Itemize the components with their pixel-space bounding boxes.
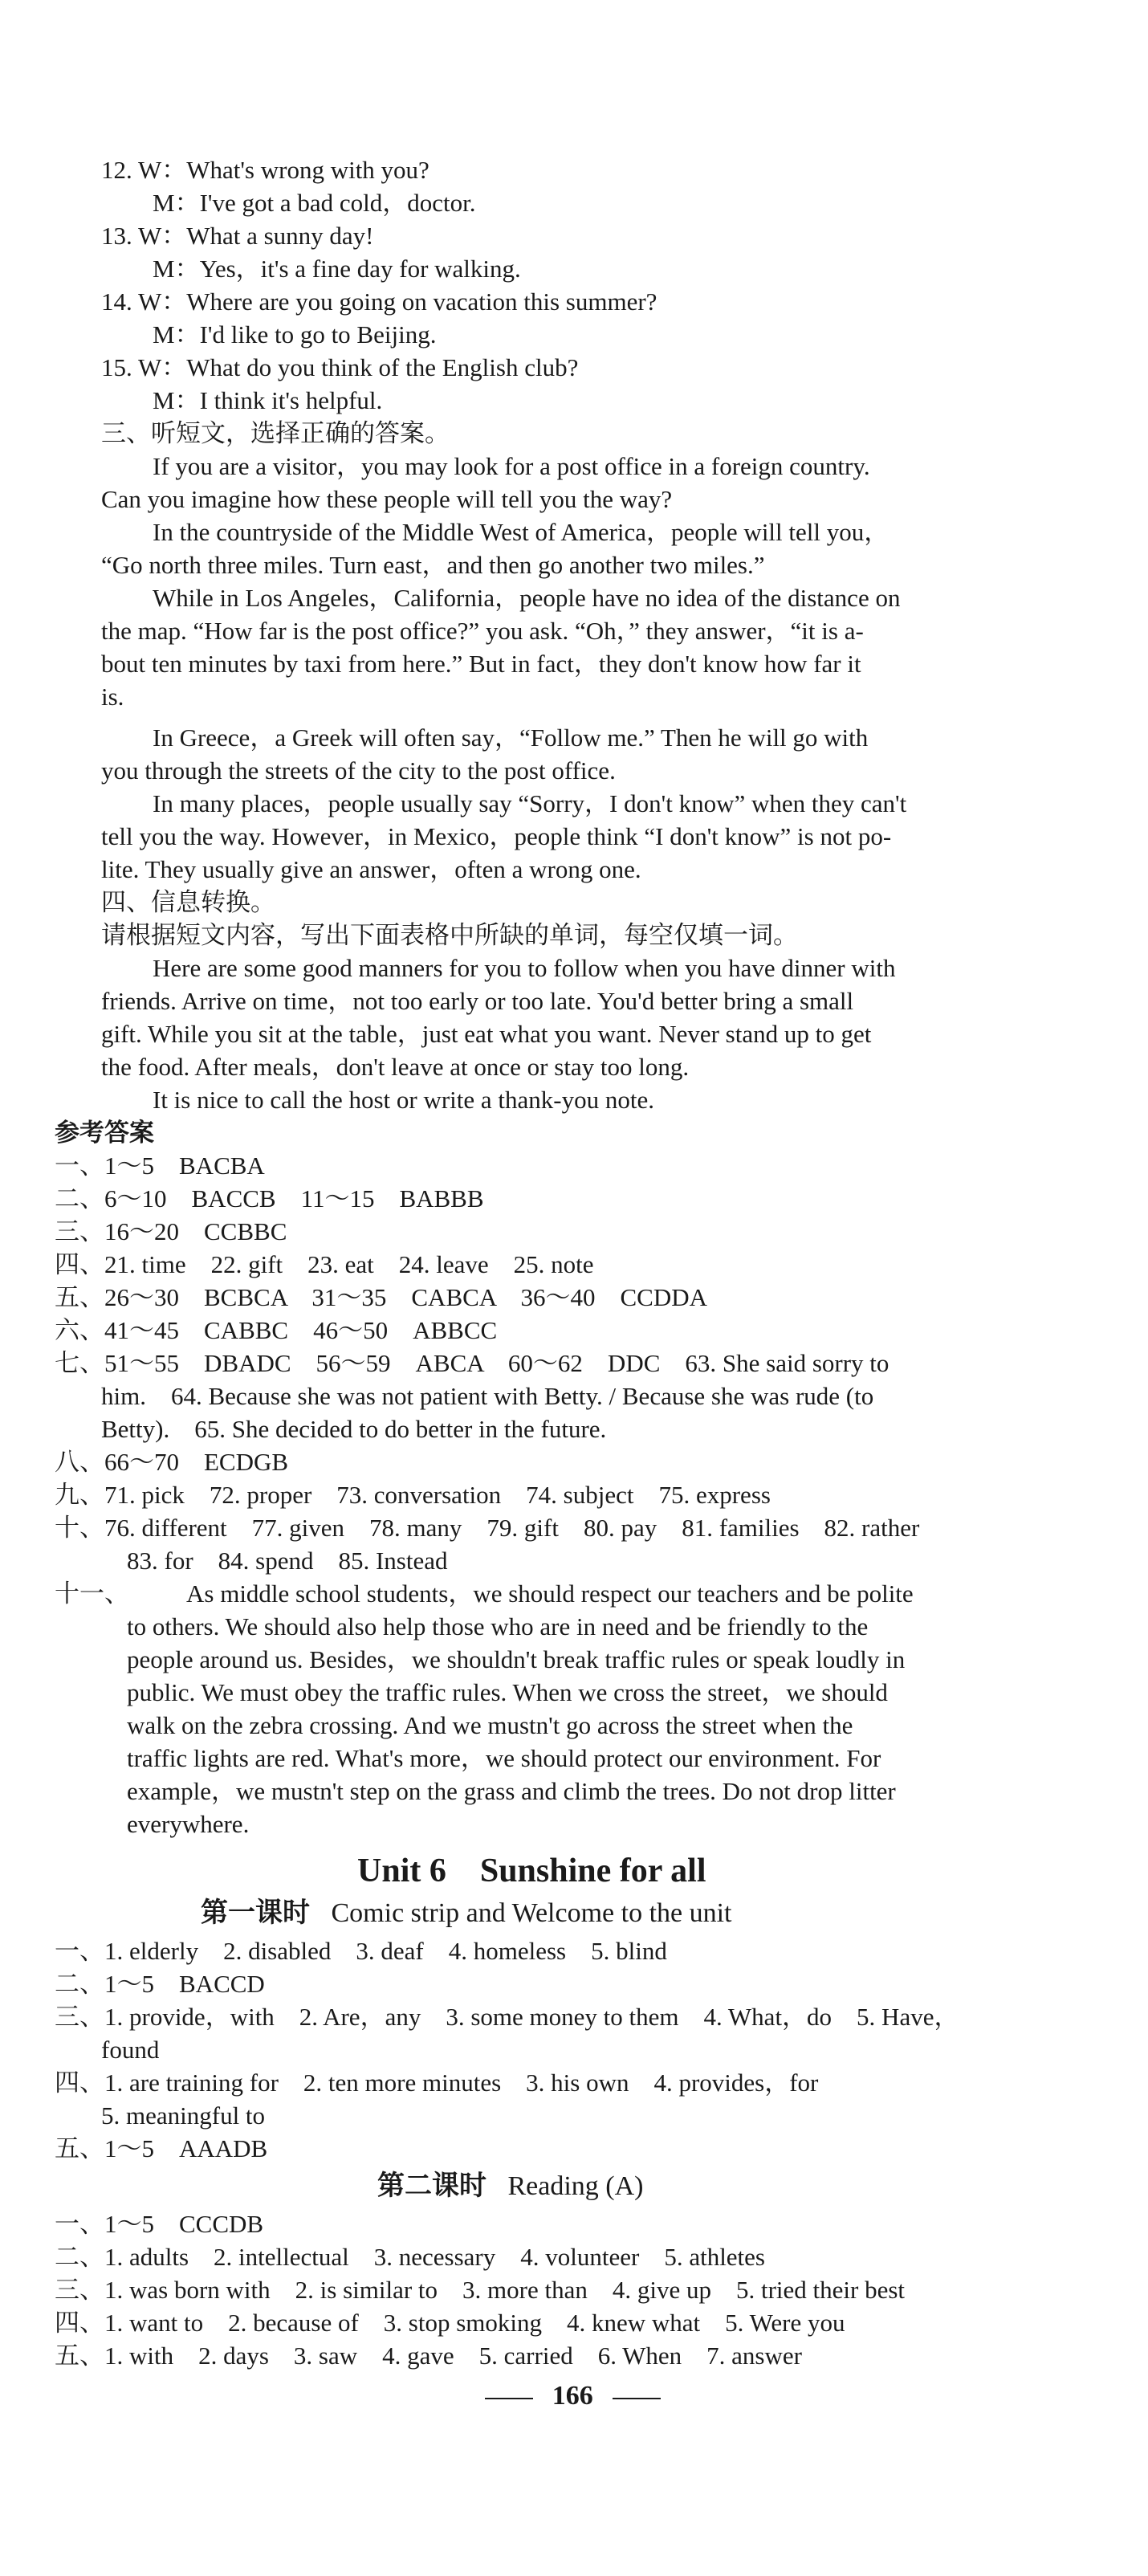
lesson1-line: 四、1. are training for 2. ten more minutes 3. his own 4. provides，for [55,2069,819,2097]
answer-line: 三、16～20 CCBBC [55,1217,287,1245]
dialogue-14-m: M：I'd like to go to Beijing. [153,320,437,348]
lesson2-title [377,2168,644,2204]
lesson1-line: 二、1～5 BACCD [55,1970,265,1998]
section4-instruction: 请根据短文内容，写出下面表格中所缺的单词，每空仅填一词。 [101,921,798,950]
lesson1-line: found [101,2036,160,2064]
lesson1-line: 一、1. elderly 2. disabled 3. deaf 4. homeless 5. blind [55,1937,667,1965]
essay-line: to others. We should also help those who are in need and be friendly to the [127,1612,869,1641]
section3-line: the map. “How far is the post office?” you ask. “Oh，” they answer，“it is a- [101,617,864,645]
unit-title: Unit 6 Sunshine for all [357,1853,706,1889]
lesson2-line: 四、1. want to 2. because of 3. stop smoking 4. knew what 5. Were you [55,2309,845,2337]
essay-line: walk on the zebra crossing. And we mustn't go across the street when the [127,1711,853,1739]
section3-line: If you are a visitor，you may look for a post office in a foreign country. [153,452,870,480]
section4-line: Here are some good manners for you to follow when you have dinner with [153,954,896,982]
lesson1-line: 三、1. provide，with 2. Are，any 3. some money to them 4. What，do 5. Have， [55,2003,959,2031]
section3-line: lite. They usually give an answer，often a wrong one. [101,855,641,883]
dialogue-15-w: 15. W：What do you think of the English club? [101,353,579,381]
lesson2-line: 三、1. was born with 2. is similar to 3. more than 4. give up 5. tried their best [55,2276,906,2304]
lesson2-title-cn: 第二课时 [377,2170,486,2202]
lesson2-line: 五、1. with 2. days 3. saw 4. gave 5. carried 6. When 7. answer [55,2342,802,2370]
page-number: 166 [552,2381,593,2411]
lesson2-line: 二、1. adults 2. intellectual 3. necessary 4. volunteer 5. athletes [55,2243,765,2271]
page-number-dash-left [485,2398,533,2399]
answer-line: 一、1～5 BACBA [55,1151,265,1180]
section3-line: While in Los Angeles，California，people have no idea of the distance on [153,584,901,612]
section3-line: “Go north three miles. Turn east，and then go another two miles.” [101,551,765,579]
essay-line: people around us. Besides，we shouldn't break traffic rules or speak loudly in [127,1645,906,1673]
section3-line: In the countryside of the Middle West of America，people will tell you， [153,518,889,546]
answer-line: 二、6～10 BACCB 11～15 BABBB [55,1184,484,1213]
essay-line: everywhere. [127,1810,250,1838]
essay-line: public. We must obey the traffic rules. When we cross the street，we should [127,1678,888,1706]
lesson1-title-en: Comic strip and Welcome to the unit [331,1898,732,1928]
answer-line: him. 64. Because she was not patient with Betty. / Because she was rude (to [101,1382,874,1410]
dialogue-13-w: 13. W：What a sunny day! [101,222,374,250]
section3-line: Can you imagine how these people will tell you the way? [101,485,673,513]
lesson1-line: 五、1～5 AAADB [55,2134,268,2162]
section4-line: friends. Arrive on time，not too early or too late. You'd better bring a small [101,987,854,1015]
essay-line: As middle school students，we should respect our teachers and be polite [186,1579,914,1608]
dialogue-12-w: 12. W：What's wrong with you? [101,156,429,184]
answer-line: Betty). 65. She decided to do better in the future. [101,1415,607,1443]
answer-line: 九、71. pick 72. proper 73. conversation 74. subject 75. express [55,1481,771,1509]
section3-line: In Greece，a Greek will often say，“Follow me.” Then he will go with [153,723,869,752]
section4-heading: 四、信息转换。 [101,888,275,917]
section3-line: tell you the way. However，in Mexico，people think “I don't know” is not po- [101,822,892,850]
dialogue-12-m: M：I've got a bad cold，doctor. [153,189,476,217]
section3-line: In many places，people usually say “Sorry，I don't know” when they can't [153,789,907,817]
section3-heading: 三、听短文，选择正确的答案。 [101,419,450,448]
dialogue-14-w: 14. W：Where are you going on vacation this summer? [101,287,657,316]
answer-line: 七、51～55 DBADC 56～59 ABCA 60～62 DDC 63. She said sorry to [55,1349,889,1377]
section3-line: bout ten minutes by taxi from here.” But in fact，they don't know how far it [101,650,861,678]
page-number-dash-right [613,2398,661,2399]
section4-line: It is nice to call the host or write a thank-you note. [153,1086,654,1114]
lesson2-line: 一、1～5 CCCDB [55,2210,264,2238]
lesson2-title-en: Reading (A) [507,2171,644,2201]
answer-line: 四、21. time 22. gift 23. eat 24. leave 25. note [55,1250,594,1278]
section4-line: the food. After meals，don't leave at once or stay too long. [101,1053,690,1081]
dialogue-13-m: M：Yes，it's a fine day for walking. [153,255,521,283]
essay-line: example，we mustn't step on the grass and climb the trees. Do not drop litter [127,1777,896,1805]
lesson1-line: 5. meaningful to [101,2101,266,2130]
page-number-row [485,2380,661,2412]
answer-line: 六、41～45 CABBC 46～50 ABBCC [55,1316,498,1344]
answer-line: 八、66～70 ECDGB [55,1448,289,1476]
lesson1-title [201,1895,732,1931]
essay-label: 十一、 [55,1579,129,1608]
answers-heading: 参考答案 [55,1119,154,1147]
section4-line: gift. While you sit at the table，just eat what you want. Never stand up to get [101,1020,872,1048]
lesson1-title-cn: 第一课时 [201,1897,310,1929]
section3-line: you through the streets of the city to the post office. [101,756,616,785]
answer-line: 五、26～30 BCBCA 31～35 CABCA 36～40 CCDDA [55,1283,707,1311]
essay-line: traffic lights are red. What's more，we should protect our environment. For [127,1744,881,1772]
section3-line: is. [101,683,124,711]
answer-line: 十、76. different 77. given 78. many 79. gift 80. pay 81. families 82. rather [55,1514,920,1542]
answer-line: 83. for 84. spend 85. Instead [127,1547,448,1575]
dialogue-15-m: M：I think it's helpful. [153,386,383,414]
